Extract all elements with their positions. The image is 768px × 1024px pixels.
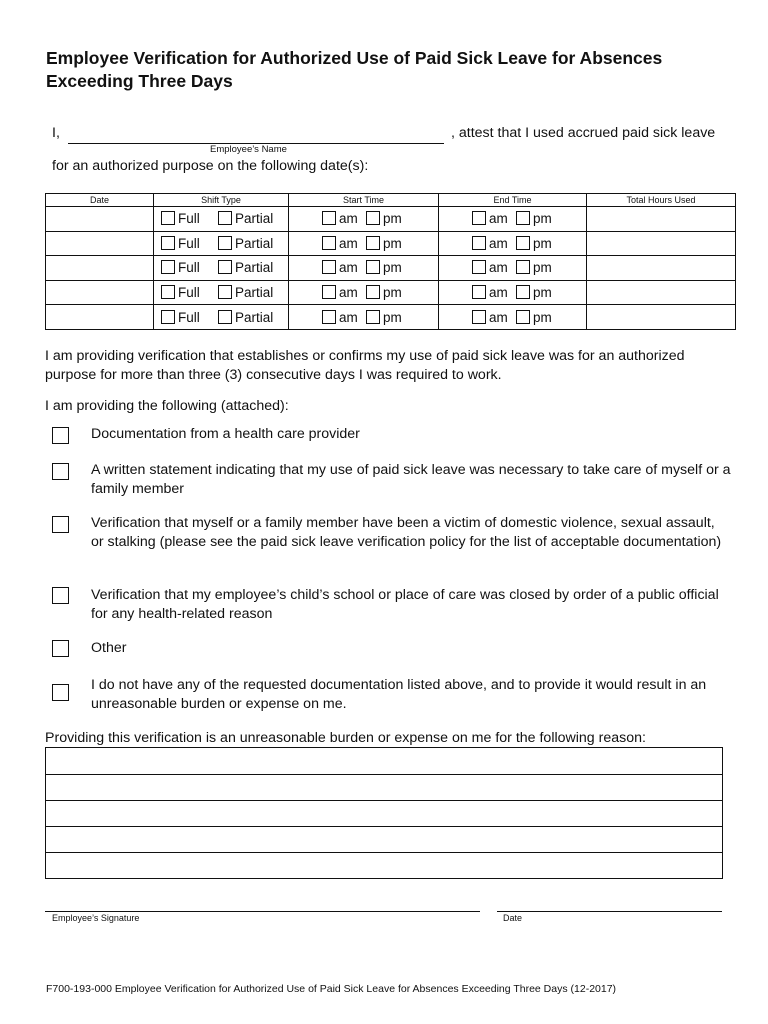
start-pm-checkbox[interactable] bbox=[366, 211, 380, 225]
shift-full-option bbox=[161, 310, 218, 325]
start-pm-checkbox[interactable] bbox=[366, 236, 380, 250]
start-am-checkbox[interactable] bbox=[322, 260, 336, 274]
date-cell[interactable] bbox=[46, 207, 154, 232]
start-am-label: am bbox=[339, 309, 358, 325]
start-pm-label: pm bbox=[383, 211, 402, 227]
end-am-checkbox[interactable] bbox=[472, 211, 486, 225]
shift-partial-option bbox=[218, 236, 273, 251]
date-cell[interactable] bbox=[46, 305, 154, 330]
verification-paragraph: I am providing verification that establishes or confirms my use of paid sick leave was for an authorized purpose for more than three (3) consecutive days I was required to work. bbox=[45, 348, 685, 383]
end-pm-option bbox=[516, 236, 552, 251]
start-am-checkbox[interactable] bbox=[322, 285, 336, 299]
attest-suffix: , attest that I used accrued paid sick leave bbox=[451, 125, 716, 141]
start-am-label: am bbox=[339, 235, 358, 251]
start-pm-checkbox[interactable] bbox=[366, 285, 380, 299]
end-am-checkbox[interactable] bbox=[472, 260, 486, 274]
end-time-cell bbox=[439, 280, 587, 305]
shift-type-cell bbox=[154, 256, 289, 281]
start-time-cell bbox=[289, 231, 439, 256]
shift-full-label: Full bbox=[178, 309, 200, 325]
shift-partial-option bbox=[218, 285, 273, 300]
header-end-time: End Time bbox=[439, 194, 587, 207]
option-label: I do not have any of the requested documentation listed above, and to provide it would result in an unreasonable burden or expense on me. bbox=[91, 677, 707, 712]
shift-partial-label: Partial bbox=[235, 235, 274, 251]
shift-partial-checkbox[interactable] bbox=[218, 211, 232, 225]
shift-partial-checkbox[interactable] bbox=[218, 260, 232, 274]
end-am-option bbox=[472, 310, 516, 325]
end-time-cell bbox=[439, 256, 587, 281]
shift-full-label: Full bbox=[178, 285, 200, 301]
checkbox-no-documentation[interactable] bbox=[52, 684, 69, 701]
end-time-cell bbox=[439, 231, 587, 256]
shift-partial-checkbox[interactable] bbox=[218, 236, 232, 250]
start-am-checkbox[interactable] bbox=[322, 310, 336, 324]
start-pm-option bbox=[366, 236, 402, 251]
attest-prefix: I, bbox=[52, 125, 60, 141]
checkbox-health-care-provider[interactable] bbox=[52, 427, 69, 444]
signature-field[interactable] bbox=[45, 911, 480, 912]
signature-label: Employee’s Signature bbox=[52, 913, 140, 923]
shift-full-checkbox[interactable] bbox=[161, 211, 175, 225]
table-row bbox=[46, 280, 736, 305]
shift-type-cell bbox=[154, 305, 289, 330]
option-label: Other bbox=[91, 640, 127, 656]
attached-heading: I am providing the following (attached): bbox=[45, 398, 289, 414]
start-pm-checkbox[interactable] bbox=[366, 260, 380, 274]
start-pm-label: pm bbox=[383, 285, 402, 301]
reason-line[interactable] bbox=[46, 826, 722, 852]
start-pm-label: pm bbox=[383, 309, 402, 325]
start-am-option bbox=[322, 310, 366, 325]
start-time-cell bbox=[289, 207, 439, 232]
end-pm-option bbox=[516, 285, 552, 300]
start-time-cell bbox=[289, 280, 439, 305]
end-time-cell bbox=[439, 207, 587, 232]
start-am-label: am bbox=[339, 211, 358, 227]
form-footer: F700-193-000 Employee Verification for Authorized Use of Paid Sick Leave for Absences Exceeding Three Days (12-2017) bbox=[46, 983, 617, 995]
total-hours-cell[interactable] bbox=[587, 231, 736, 256]
end-pm-checkbox[interactable] bbox=[516, 310, 530, 324]
end-pm-label: pm bbox=[533, 260, 552, 276]
shift-full-option bbox=[161, 211, 218, 226]
shift-full-label: Full bbox=[178, 260, 200, 276]
employee-name-caption: Employee’s Name bbox=[210, 144, 287, 155]
reason-line[interactable] bbox=[46, 852, 722, 878]
shift-full-option bbox=[161, 260, 218, 275]
shift-partial-label: Partial bbox=[235, 260, 274, 276]
reason-line[interactable] bbox=[46, 748, 722, 774]
date-label: Date bbox=[503, 913, 523, 923]
shift-type-cell bbox=[154, 207, 289, 232]
date-cell[interactable] bbox=[46, 256, 154, 281]
shift-type-cell bbox=[154, 231, 289, 256]
end-pm-label: pm bbox=[533, 285, 552, 301]
attestation-block bbox=[52, 124, 742, 174]
leave-dates-table bbox=[45, 193, 736, 330]
start-am-option bbox=[322, 211, 366, 226]
shift-full-checkbox[interactable] bbox=[161, 310, 175, 324]
end-pm-option bbox=[516, 310, 552, 325]
start-pm-label: pm bbox=[383, 260, 402, 276]
end-pm-checkbox[interactable] bbox=[516, 260, 530, 274]
checkbox-written-statement[interactable] bbox=[52, 463, 69, 480]
end-am-checkbox[interactable] bbox=[472, 236, 486, 250]
reason-lines bbox=[45, 747, 723, 879]
table-row bbox=[46, 305, 736, 330]
header-total-hours: Total Hours Used bbox=[587, 194, 736, 207]
end-am-option bbox=[472, 236, 516, 251]
header-shift-type: Shift Type bbox=[154, 194, 289, 207]
start-pm-option bbox=[366, 260, 402, 275]
total-hours-cell[interactable] bbox=[587, 207, 736, 232]
table-row bbox=[46, 207, 736, 232]
total-hours-cell[interactable] bbox=[587, 256, 736, 281]
end-am-option bbox=[472, 211, 516, 226]
date-field[interactable] bbox=[497, 911, 722, 912]
header-date: Date bbox=[46, 194, 154, 207]
start-am-option bbox=[322, 285, 366, 300]
shift-full-checkbox[interactable] bbox=[161, 236, 175, 250]
end-am-label: am bbox=[489, 211, 508, 227]
checkbox-domestic-violence[interactable] bbox=[52, 516, 69, 533]
form-title: Employee Verification for Authorized Use of Paid Sick Leave for Absences Exceeding Three Days bbox=[46, 48, 663, 91]
start-am-label: am bbox=[339, 285, 358, 301]
shift-full-label: Full bbox=[178, 211, 200, 227]
shift-partial-option bbox=[218, 211, 273, 226]
reason-line[interactable] bbox=[46, 800, 722, 826]
start-am-option bbox=[322, 236, 366, 251]
start-am-label: am bbox=[339, 260, 358, 276]
end-time-cell bbox=[439, 305, 587, 330]
shift-full-checkbox[interactable] bbox=[161, 260, 175, 274]
end-pm-checkbox[interactable] bbox=[516, 285, 530, 299]
shift-partial-checkbox[interactable] bbox=[218, 310, 232, 324]
option-label: A written statement indicating that my use of paid sick leave was necessary to take care of myself or a family member bbox=[91, 462, 731, 497]
total-hours-cell[interactable] bbox=[587, 305, 736, 330]
shift-partial-label: Partial bbox=[235, 285, 274, 301]
option-label: Documentation from a health care provider bbox=[91, 426, 360, 442]
end-pm-label: pm bbox=[533, 211, 552, 227]
end-pm-label: pm bbox=[533, 309, 552, 325]
shift-partial-checkbox[interactable] bbox=[218, 285, 232, 299]
table-header-row bbox=[46, 194, 736, 207]
start-pm-option bbox=[366, 310, 402, 325]
checkbox-school-closed[interactable] bbox=[52, 587, 69, 604]
end-pm-label: pm bbox=[533, 235, 552, 251]
shift-partial-label: Partial bbox=[235, 309, 274, 325]
end-am-checkbox[interactable] bbox=[472, 285, 486, 299]
end-am-checkbox[interactable] bbox=[472, 310, 486, 324]
start-am-checkbox[interactable] bbox=[322, 211, 336, 225]
end-am-option bbox=[472, 285, 516, 300]
shift-partial-label: Partial bbox=[235, 211, 274, 227]
end-am-label: am bbox=[489, 285, 508, 301]
option-label: Verification that myself or a family member have been a victim of domestic violence, sexual assault, or stalking (please see the paid sick leave verification policy for the list of acceptable documentation) bbox=[91, 515, 722, 550]
shift-full-label: Full bbox=[178, 235, 200, 251]
end-pm-option bbox=[516, 260, 552, 275]
reason-line[interactable] bbox=[46, 774, 722, 800]
date-cell[interactable] bbox=[46, 231, 154, 256]
start-pm-checkbox[interactable] bbox=[366, 310, 380, 324]
end-am-label: am bbox=[489, 309, 508, 325]
checkbox-other[interactable] bbox=[52, 640, 69, 657]
end-am-label: am bbox=[489, 260, 508, 276]
shift-type-cell bbox=[154, 280, 289, 305]
burden-heading: Providing this verification is an unreasonable burden or expense on me for the following reason: bbox=[45, 730, 646, 746]
date-cell[interactable] bbox=[46, 280, 154, 305]
total-hours-cell[interactable] bbox=[587, 280, 736, 305]
end-am-option bbox=[472, 260, 516, 275]
start-pm-label: pm bbox=[383, 235, 402, 251]
end-am-label: am bbox=[489, 235, 508, 251]
end-pm-option bbox=[516, 211, 552, 226]
shift-partial-option bbox=[218, 310, 273, 325]
shift-full-option bbox=[161, 236, 218, 251]
start-am-option bbox=[322, 260, 366, 275]
start-pm-option bbox=[366, 211, 402, 226]
shift-partial-option bbox=[218, 260, 273, 275]
start-pm-option bbox=[366, 285, 402, 300]
header-start-time: Start Time bbox=[289, 194, 439, 207]
attest-line2: for an authorized purpose on the following date(s): bbox=[52, 158, 369, 174]
start-time-cell bbox=[289, 305, 439, 330]
end-pm-checkbox[interactable] bbox=[516, 236, 530, 250]
end-pm-checkbox[interactable] bbox=[516, 211, 530, 225]
shift-full-option bbox=[161, 285, 218, 300]
table-row bbox=[46, 256, 736, 281]
start-am-checkbox[interactable] bbox=[322, 236, 336, 250]
shift-full-checkbox[interactable] bbox=[161, 285, 175, 299]
table-row bbox=[46, 231, 736, 256]
start-time-cell bbox=[289, 256, 439, 281]
option-label: Verification that my employee’s child’s school or place of care was closed by order of a public official for any health-related reason bbox=[91, 587, 719, 622]
